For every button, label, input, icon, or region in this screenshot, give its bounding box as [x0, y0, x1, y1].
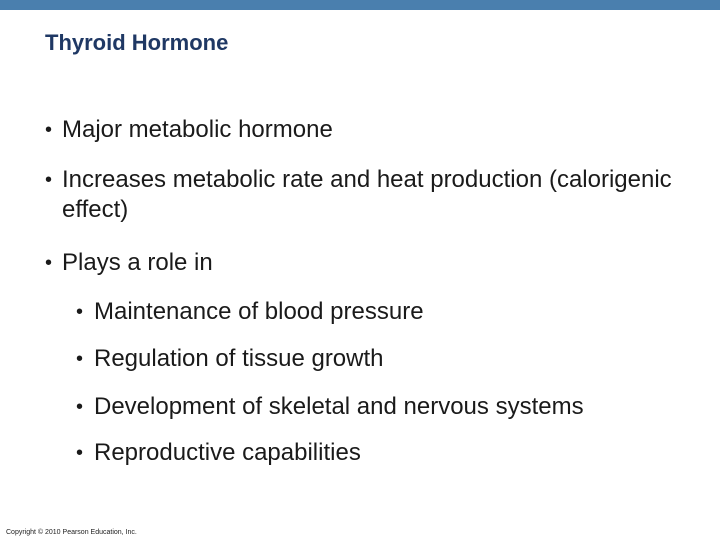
bullet-dot-icon: • [76, 442, 84, 464]
bullet-item [45, 165, 672, 225]
bullet-text: Major metabolic hormone [62, 116, 333, 143]
bullet-dot-icon: • [45, 252, 53, 274]
sub-bullet-item [76, 438, 714, 468]
bullet-item [45, 115, 702, 145]
bullet-text: Regulation of tissue growth [94, 345, 384, 372]
bullet-item [45, 248, 702, 278]
bullet-dot-icon: • [76, 348, 84, 370]
bullet-dot-icon: • [45, 119, 53, 141]
slide-title: Thyroid Hormone [45, 30, 229, 55]
bullet-text: Maintenance of blood pressure [94, 298, 424, 325]
bullet-text: Reproductive capabilities [94, 439, 361, 466]
copyright-notice: Copyright © 2010 Pearson Education, Inc. [6, 529, 137, 536]
bullet-dot-icon: • [76, 301, 84, 323]
bullet-text: Plays a role in [62, 249, 213, 276]
sub-bullet-item [76, 297, 714, 327]
bullet-dot-icon: • [76, 396, 84, 418]
bullet-dot-icon: • [45, 169, 53, 191]
bullet-text: Increases metabolic rate and heat production (calorigenic effect) [62, 166, 672, 223]
sub-bullet-item [76, 392, 714, 422]
sub-bullet-item [76, 344, 714, 374]
bullet-text: Development of skeletal and nervous systems [94, 393, 584, 420]
